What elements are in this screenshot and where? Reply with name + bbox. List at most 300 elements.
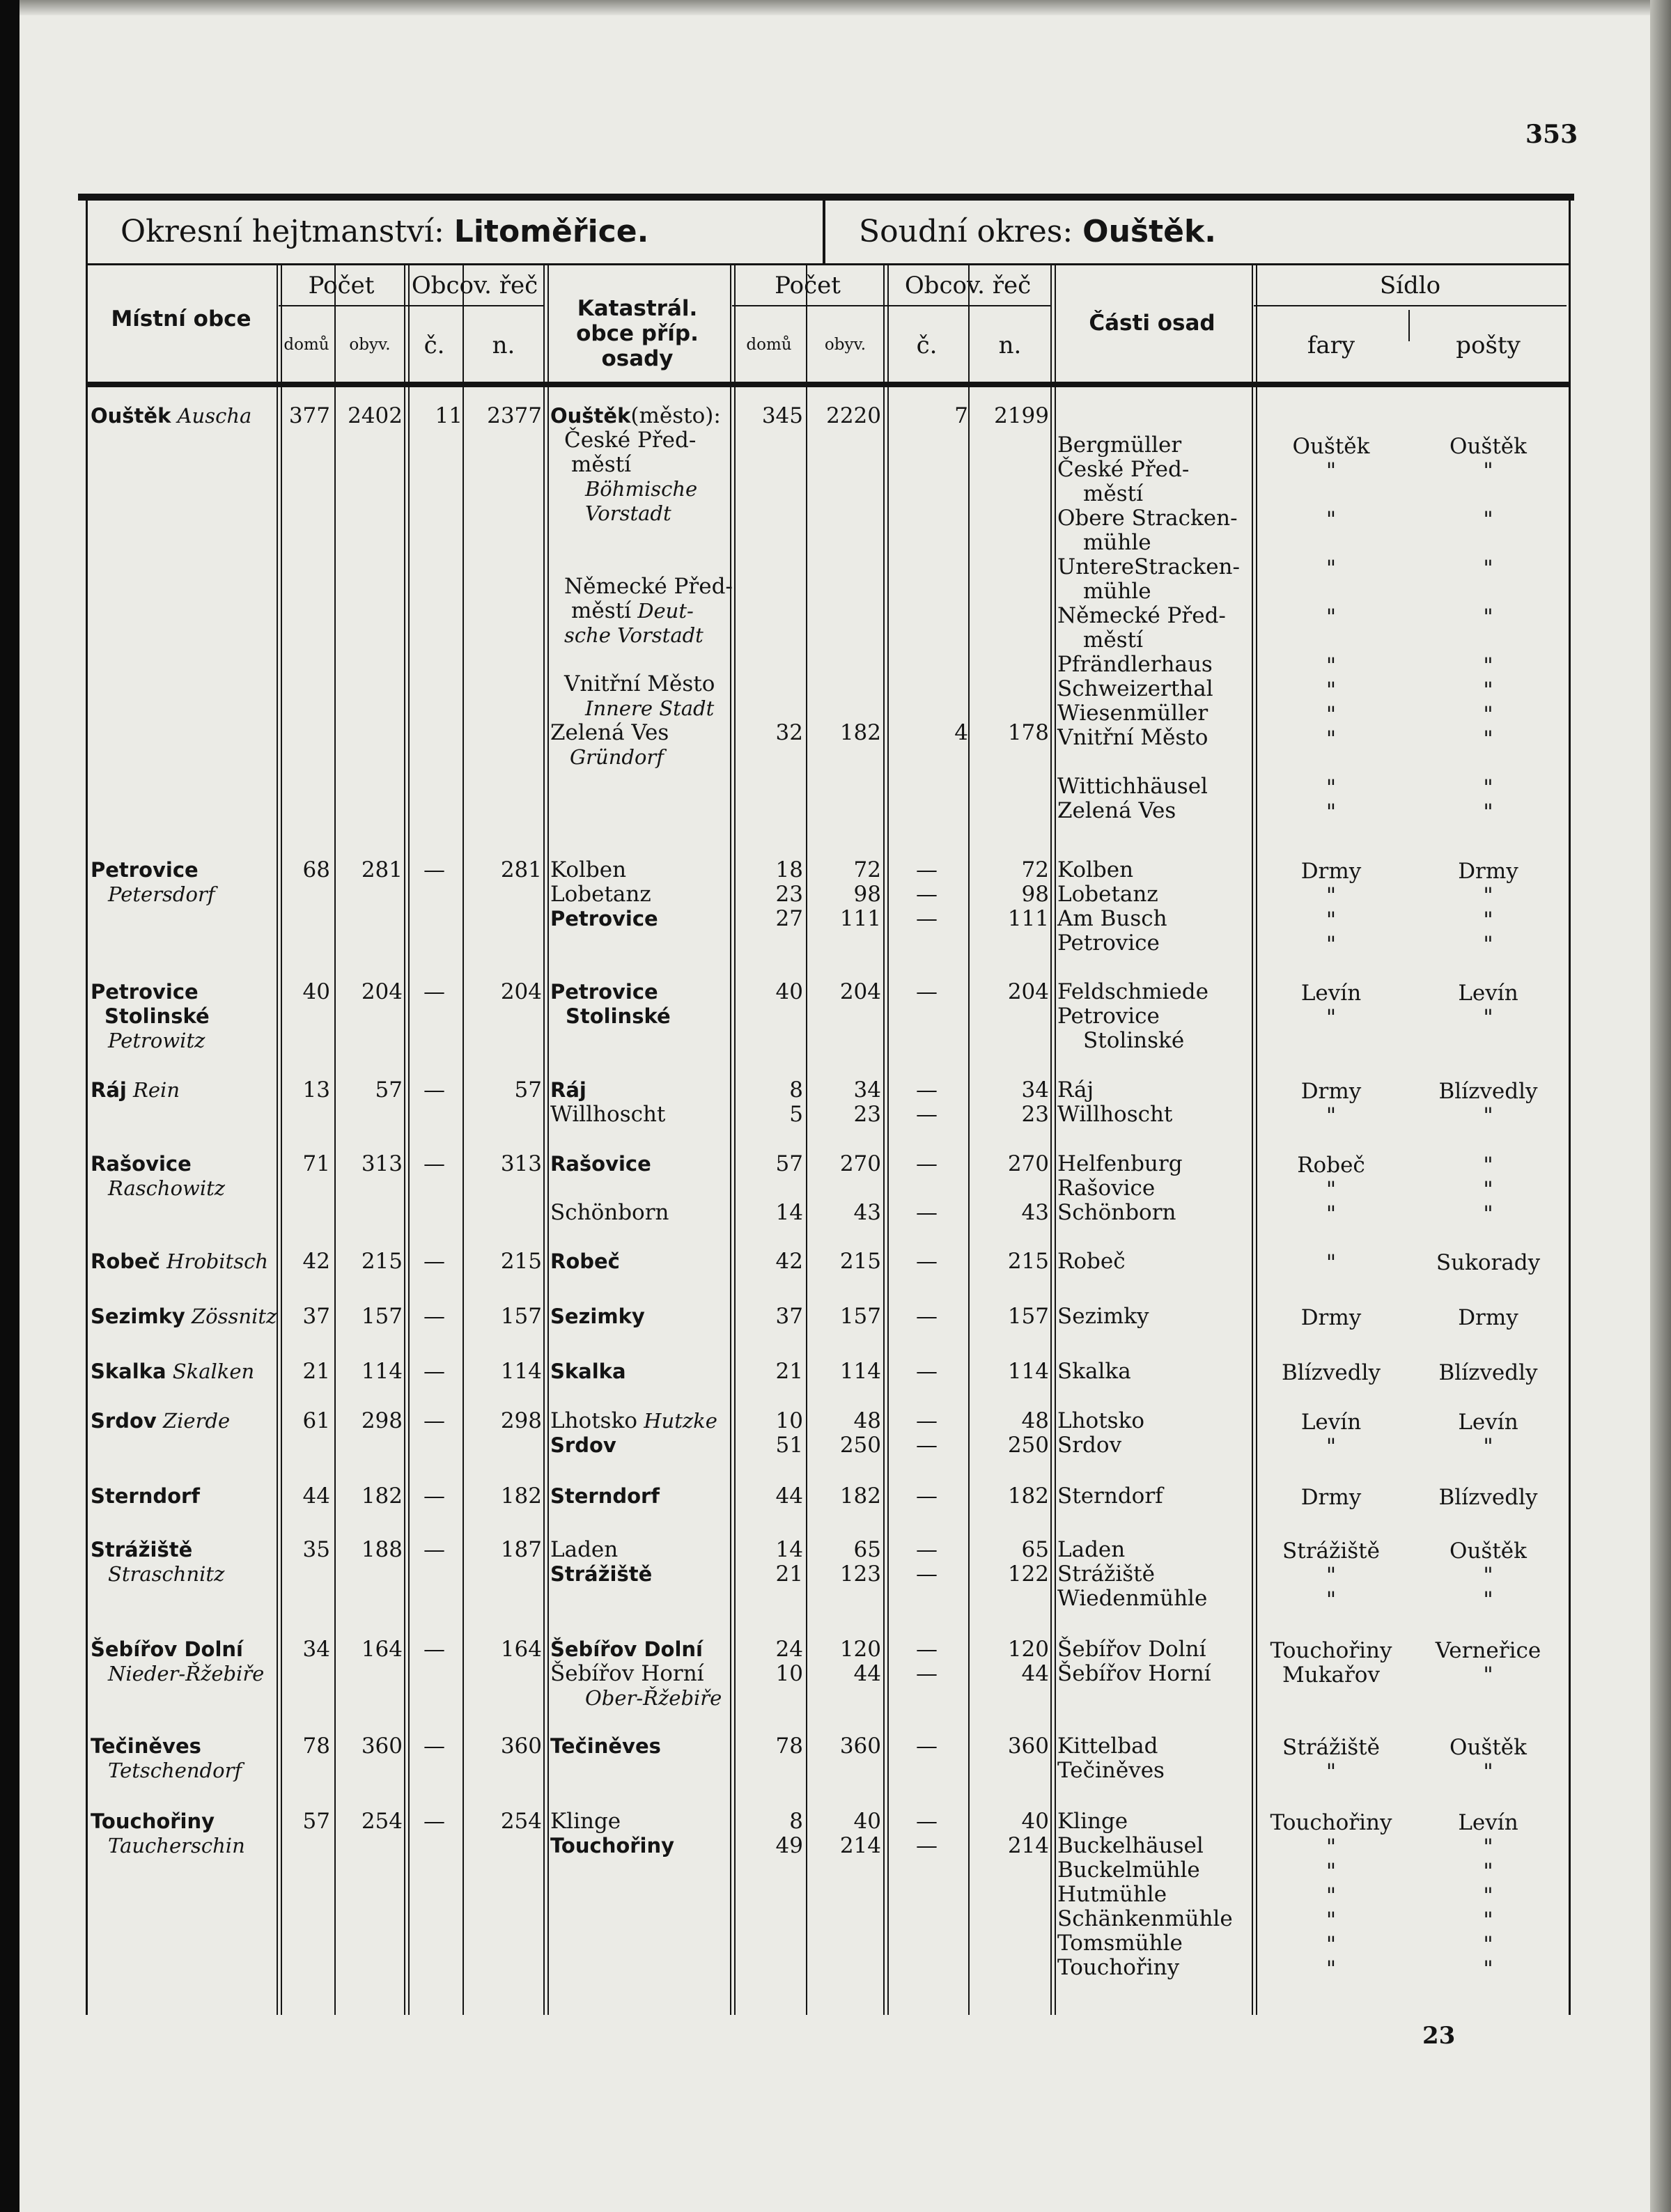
cad-german: 72 (1021, 857, 1049, 882)
post-office: " (1483, 702, 1493, 727)
cad-population: 182 (839, 1483, 881, 1509)
cadastral-label: Laden (550, 1537, 619, 1562)
cad-czech: 7 (954, 403, 968, 428)
population-total: 157 (361, 1304, 403, 1329)
settlement-part: Helfenburg (1057, 1151, 1183, 1176)
population-total: 204 (361, 979, 403, 1004)
population-total: 114 (361, 1359, 403, 1384)
cad-czech: — (916, 1102, 938, 1127)
obec-name (91, 1409, 275, 1433)
cad-population: 65 (853, 1537, 881, 1562)
german-speakers: 313 (500, 1151, 542, 1176)
post-office: " (1483, 1956, 1493, 1981)
cad-houses: 37 (775, 1304, 803, 1329)
obec-german: Taucherschin (108, 1834, 245, 1857)
cadastral-label: Vnitřní Město (564, 671, 715, 696)
obec-czech-2: Stolinské (104, 1004, 210, 1028)
post-office: Ouštěk (1450, 1539, 1527, 1564)
cadastral-name (571, 453, 749, 477)
cad-houses: 32 (775, 720, 803, 745)
cad-houses: 49 (775, 1833, 803, 1858)
cad-population: 123 (839, 1561, 881, 1587)
settlement-part: městí (1083, 628, 1144, 653)
german-speakers: 57 (514, 1077, 542, 1103)
settlement-part: Skalka (1057, 1359, 1131, 1384)
cad-german: 2199 (994, 403, 1049, 428)
obec-czech: Rašovice (91, 1152, 192, 1176)
post-office: Levín (1458, 981, 1518, 1006)
czech-speakers: — (423, 1537, 445, 1562)
czech-speakers: — (423, 1483, 445, 1509)
cad-czech: — (916, 1637, 938, 1662)
cad-czech: — (916, 1661, 938, 1686)
header-n: n. (492, 332, 515, 359)
settlement-part: Rašovice (1057, 1176, 1156, 1201)
cad-czech: — (916, 1809, 938, 1834)
cadastral-name (550, 1304, 728, 1329)
post-office: " (1483, 556, 1493, 581)
cadastral-name (550, 882, 728, 907)
obec-name (91, 1360, 275, 1384)
header-c-2: č. (916, 332, 938, 359)
cad-czech: — (916, 1734, 938, 1759)
post-office: " (1483, 458, 1493, 483)
cadastral-label: Tečiněves (550, 1734, 661, 1758)
cadastral-name (550, 1809, 728, 1834)
settlement-part: Vnitřní Město (1057, 725, 1208, 750)
parish-seat: Drmy (1300, 1485, 1362, 1510)
parish-seat: " (1326, 1250, 1337, 1275)
parish-seat: " (1326, 932, 1337, 957)
czech-speakers: — (423, 1637, 445, 1662)
cad-czech: — (916, 1304, 938, 1329)
post-office: Drmy (1458, 1305, 1518, 1330)
post-office: " (1483, 883, 1493, 908)
post-office: Levín (1458, 1810, 1518, 1835)
obec-name (91, 404, 275, 428)
settlement-part: Petrovice (1057, 1004, 1160, 1029)
german-speakers: 2377 (487, 403, 542, 428)
cadastral-name (550, 1152, 728, 1176)
german-speakers: 360 (500, 1734, 542, 1759)
parish-seat: " (1326, 1883, 1337, 1908)
houses-total: 377 (288, 403, 330, 428)
cadastral-label: Robeč (550, 1249, 620, 1273)
settlement-part: Šebířov Horní (1057, 1661, 1211, 1686)
cadastral-name (550, 1484, 728, 1509)
cadastral-name (550, 1637, 728, 1662)
obec-czech: Petrovice (91, 980, 199, 1004)
post-office: " (1483, 1177, 1493, 1202)
settlement-part: Sezimky (1057, 1304, 1149, 1329)
obec-german: Skalken (166, 1360, 255, 1383)
parish-seat: " (1326, 800, 1337, 825)
settlement-part: Kolben (1057, 857, 1134, 882)
header-casti-osad: Části osad (1089, 311, 1215, 336)
parish-seat: " (1326, 702, 1337, 727)
settlement-part: UntereStracken- (1057, 554, 1240, 579)
obec-name (91, 858, 275, 882)
parish-seat: " (1326, 458, 1337, 483)
parish-seat: " (1326, 1908, 1337, 1933)
cad-czech: — (916, 1561, 938, 1587)
settlement-part: Wiedenmühle (1057, 1586, 1208, 1611)
cad-population: 215 (839, 1249, 881, 1274)
cad-houses: 10 (775, 1408, 803, 1433)
parish-seat: Mukařov (1282, 1662, 1380, 1688)
cadastral-label: městí (571, 598, 632, 623)
header-domu-2: domů (746, 336, 792, 354)
czech-speakers: — (423, 1359, 445, 1384)
settlement-part: Zelená Ves (1057, 798, 1176, 823)
population-total: 182 (361, 1483, 403, 1509)
cadastral-label: Petrovice (550, 907, 658, 930)
houses-total: 68 (302, 857, 330, 882)
cadastral-name (550, 1734, 728, 1759)
settlement-part: Schönborn (1057, 1200, 1176, 1225)
german-speakers: 254 (500, 1809, 542, 1834)
obec-name (91, 1734, 275, 1759)
obec-german: Raschowitz (108, 1176, 226, 1200)
population-total: 215 (361, 1249, 403, 1274)
post-office: " (1483, 1153, 1493, 1178)
cad-houses: 5 (789, 1102, 803, 1127)
obec-german: Nieder-Řžebiře (108, 1662, 265, 1685)
cad-houses: 14 (775, 1537, 803, 1562)
cadastral-label: Skalka (550, 1360, 626, 1383)
population-total: 254 (361, 1809, 403, 1834)
cad-german: 98 (1021, 882, 1049, 907)
parish-seat: Touchořiny (1270, 1638, 1392, 1663)
cadastral-name (564, 672, 742, 696)
post-office: " (1483, 1587, 1493, 1612)
cad-houses: 42 (775, 1249, 803, 1274)
cad-population: 250 (839, 1433, 881, 1458)
cad-population: 270 (839, 1151, 881, 1176)
obec-german: Zierde (156, 1409, 231, 1433)
header-obcov-rec-2: Obcov. řeč (904, 272, 1032, 299)
cad-german: 40 (1021, 1809, 1049, 1834)
post-office: " (1483, 1005, 1493, 1030)
settlement-part: Německé Před- (1057, 603, 1226, 628)
houses-total: 40 (302, 979, 330, 1004)
post-office: " (1483, 726, 1493, 751)
cadastral-label: Ouštěk (550, 404, 631, 428)
parish-seat: " (1326, 1759, 1337, 1784)
cadastral-label: Zelená Ves (550, 720, 669, 745)
post-office: " (1483, 908, 1493, 933)
parish-seat: Levín (1300, 1410, 1362, 1435)
cad-population: 2220 (826, 403, 881, 428)
cad-czech: 4 (954, 720, 968, 745)
cad-houses: 18 (775, 857, 803, 882)
obec-czech: Ráj (91, 1078, 127, 1102)
houses-total: 78 (302, 1734, 330, 1759)
post-office: " (1483, 800, 1493, 825)
houses-total: 13 (302, 1077, 330, 1103)
header-fary: fary (1307, 332, 1355, 359)
header-obyv-2: obyv. (824, 336, 866, 354)
population-total: 281 (361, 857, 403, 882)
houses-total: 34 (302, 1637, 330, 1662)
parish-seat: Strážiště (1282, 1539, 1380, 1564)
post-office: " (1483, 1932, 1493, 1957)
parish-seat: Blízvedly (1281, 1360, 1381, 1385)
cad-german: 23 (1021, 1102, 1049, 1127)
cadastral-label: Rašovice (550, 1152, 651, 1176)
cadastral-name (585, 501, 763, 526)
obec-czech: Ouštěk (91, 404, 171, 428)
german-speakers: 281 (500, 857, 542, 882)
header-pocet-2: Počet (775, 272, 841, 299)
settlement-part: Stolinské (1083, 1028, 1185, 1053)
settlement-part: Schweizerthal (1057, 676, 1213, 701)
parish-seat: " (1326, 908, 1337, 933)
post-office: Blízvedly (1438, 1079, 1538, 1104)
cad-population: 72 (853, 857, 881, 882)
houses-total: 35 (302, 1537, 330, 1562)
cadastral-name (550, 1249, 728, 1274)
cad-houses: 8 (789, 1077, 803, 1103)
population-total: 57 (375, 1077, 403, 1103)
header-katastral: Katastrál. obce příp. osady (576, 296, 699, 371)
obec-czech: Robeč (91, 1249, 160, 1273)
post-office: " (1483, 1201, 1493, 1226)
population-total: 298 (361, 1408, 403, 1433)
cadastral-name (550, 1078, 728, 1103)
cad-czech: — (916, 1077, 938, 1103)
post-office: " (1483, 775, 1493, 800)
cadastral-name (566, 1004, 743, 1029)
post-office: " (1483, 653, 1493, 678)
settlement-part: Laden (1057, 1537, 1126, 1562)
german-speakers: 114 (500, 1359, 542, 1384)
cadastral-label: Lobetanz (550, 882, 651, 907)
settlement-part: Am Busch (1057, 906, 1167, 931)
cad-czech: — (916, 1483, 938, 1509)
cadastral-name (564, 623, 742, 648)
obec-name (91, 1152, 275, 1176)
post-office: " (1483, 1563, 1493, 1588)
obec-name (91, 1249, 275, 1274)
cad-czech: — (916, 1151, 938, 1176)
cad-german: 157 (1007, 1304, 1049, 1329)
post-office: Blízvedly (1438, 1360, 1538, 1385)
cad-german: 360 (1007, 1734, 1049, 1759)
german-speakers: 157 (500, 1304, 542, 1329)
population-total: 164 (361, 1637, 403, 1662)
cadastral-label: Sterndorf (550, 1484, 660, 1508)
district-value: Litoměřice. (453, 214, 649, 249)
cadastral-label: Petrovice (550, 980, 658, 1004)
settlement-part: Tomsmühle (1057, 1931, 1183, 1956)
cad-houses: 8 (789, 1809, 803, 1834)
cad-houses: 24 (775, 1637, 803, 1662)
cad-houses: 40 (775, 979, 803, 1004)
parish-seat: " (1326, 1177, 1337, 1202)
cad-german: 44 (1021, 1661, 1049, 1686)
cadastral-name (550, 1433, 728, 1458)
cadastral-label: Šebířov Dolní (550, 1637, 704, 1661)
cad-czech: — (916, 1359, 938, 1384)
parish-seat: " (1326, 1434, 1337, 1459)
houses-total: 37 (302, 1304, 330, 1329)
obec-czech: Strážiště (91, 1538, 193, 1561)
cadastral-name (571, 599, 749, 623)
post-office: Blízvedly (1438, 1485, 1538, 1510)
cad-houses: 14 (775, 1200, 803, 1225)
cad-population: 157 (839, 1304, 881, 1329)
settlement-part: Tečiněves (1057, 1758, 1165, 1783)
obec-name (91, 980, 275, 1004)
cad-population: 40 (853, 1809, 881, 1834)
cad-czech: — (916, 882, 938, 907)
obec-czech: Tečiněves (91, 1734, 201, 1758)
cadastral-name (550, 1360, 728, 1384)
cad-german: 43 (1021, 1200, 1049, 1225)
court-label: Soudní okres: (859, 214, 1073, 249)
obec-name (91, 1637, 275, 1662)
post-office: " (1483, 1103, 1493, 1128)
parish-seat: " (1326, 1201, 1337, 1226)
houses-total: 61 (302, 1408, 330, 1433)
settlement-part: městí (1083, 481, 1144, 506)
post-office: " (1483, 1835, 1493, 1860)
post-office: " (1483, 1908, 1493, 1933)
parish-seat: " (1326, 1103, 1337, 1128)
post-office: Ouštěk (1450, 1735, 1527, 1760)
parish-seat: Drmy (1300, 859, 1362, 884)
cad-czech: — (916, 1249, 938, 1274)
header-c: č. (423, 332, 445, 359)
cadastral-label: sche Vorstadt (564, 623, 704, 647)
cadastral-name (564, 428, 742, 453)
cad-german: 34 (1021, 1077, 1049, 1103)
post-office: " (1483, 605, 1493, 630)
cad-czech: — (916, 1408, 938, 1433)
cad-houses: 345 (761, 403, 803, 428)
parish-seat: " (1326, 726, 1337, 751)
parish-seat: " (1326, 1835, 1337, 1860)
cadastral-suffix: (město): (630, 403, 721, 428)
sheet-number: 23 (1422, 2022, 1456, 2050)
settlement-part: Schänkenmühle (1057, 1906, 1233, 1931)
header-pocet: Počet (308, 272, 375, 299)
obec-czech: Skalka (91, 1360, 166, 1383)
obec-german: Auscha (171, 404, 252, 428)
german-speakers: 204 (500, 979, 542, 1004)
cadastral-name (585, 696, 763, 721)
obec-name (91, 1078, 275, 1103)
czech-speakers: — (423, 1249, 445, 1274)
czech-speakers: — (423, 1734, 445, 1759)
settlement-part: Obere Stracken- (1057, 506, 1238, 531)
cad-population: 204 (839, 979, 881, 1004)
cadastral-name (585, 477, 763, 501)
cad-czech: — (916, 1833, 938, 1858)
cad-czech: — (916, 1433, 938, 1458)
parish-seat: " (1326, 1956, 1337, 1981)
population-total: 313 (361, 1151, 403, 1176)
czech-speakers: — (423, 979, 445, 1004)
cadastral-name (550, 404, 728, 428)
parish-seat: Levín (1300, 981, 1362, 1006)
settlement-part: mühle (1083, 530, 1151, 555)
cadastral-label: Ráj (550, 1078, 586, 1102)
cadastral-name (550, 1662, 728, 1686)
cadastral-label: Stolinské (566, 1004, 671, 1028)
cadastral-label: Touchořiny (550, 1834, 675, 1857)
parish-seat: Drmy (1300, 1079, 1362, 1104)
cadastral-name (550, 980, 728, 1004)
cad-houses: 21 (775, 1561, 803, 1587)
cad-german: 178 (1007, 720, 1049, 745)
district-label: Okresní hejtmanství: (121, 214, 444, 249)
obec-czech: Sezimky (91, 1304, 185, 1328)
cad-czech: — (916, 1537, 938, 1562)
czech-speakers: — (423, 857, 445, 882)
obec-czech: Touchořiny (91, 1809, 215, 1833)
parish-seat: Ouštěk (1292, 434, 1370, 459)
settlement-part: Sterndorf (1057, 1483, 1163, 1509)
cad-houses: 51 (775, 1433, 803, 1458)
cad-population: 214 (839, 1833, 881, 1858)
cad-population: 114 (839, 1359, 881, 1384)
settlement-part: Šebířov Dolní (1057, 1637, 1206, 1662)
parish-seat: Touchořiny (1270, 1810, 1392, 1835)
cadastral-label: Innere Stadt (585, 696, 715, 720)
post-office: " (1483, 678, 1493, 703)
houses-total: 44 (302, 1483, 330, 1509)
cad-population: 120 (839, 1637, 881, 1662)
header-sidlo: Sídlo (1379, 272, 1441, 299)
obec-german: Petrowitz (108, 1029, 205, 1052)
obec-name (91, 1538, 275, 1562)
parish-seat: " (1326, 653, 1337, 678)
cadastral-name (550, 1201, 728, 1225)
cad-houses: 23 (775, 882, 803, 907)
parish-seat: Drmy (1300, 1305, 1362, 1330)
german-speakers: 187 (500, 1537, 542, 1562)
settlement-part: Pfrändlerhaus (1057, 652, 1213, 677)
cadastral-name (550, 1834, 728, 1858)
cadastral-label: Gründorf (570, 745, 664, 769)
cadastral-name (550, 1538, 728, 1562)
cad-german: 270 (1007, 1151, 1049, 1176)
cadastral-label: městí (571, 452, 632, 477)
cadastral-label: Böhmische (585, 477, 698, 501)
cad-german: 48 (1021, 1408, 1049, 1433)
cadastral-label: Srdov (550, 1433, 616, 1457)
houses-total: 57 (302, 1809, 330, 1834)
post-office: " (1483, 1759, 1493, 1784)
cad-german: 111 (1007, 906, 1049, 931)
cadastral-label: Německé Před- (564, 574, 733, 599)
header-obyv: obyv. (349, 336, 391, 354)
cad-population: 98 (853, 882, 881, 907)
population-total: 188 (361, 1537, 403, 1562)
cad-german: 65 (1021, 1537, 1049, 1562)
german-speakers: 164 (500, 1637, 542, 1662)
obec-czech: Srdov (91, 1409, 157, 1433)
cad-population: 182 (839, 720, 881, 745)
settlement-part: Willhoscht (1057, 1102, 1173, 1127)
cad-czech: — (916, 906, 938, 931)
settlement-part: Ráj (1057, 1077, 1094, 1103)
cad-czech: — (916, 979, 938, 1004)
cad-houses: 78 (775, 1734, 803, 1759)
houses-total: 42 (302, 1249, 330, 1274)
